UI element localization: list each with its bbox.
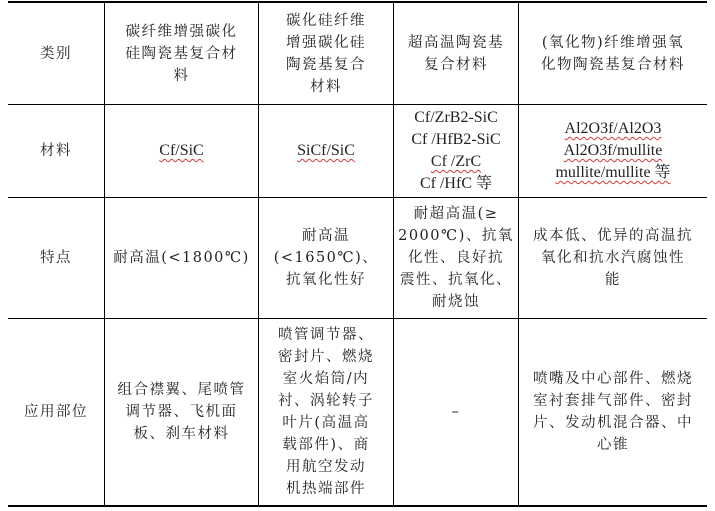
material-formula: SiCf/SiC [297, 142, 355, 159]
material-formula: Al2O3f/mullite [563, 142, 663, 159]
application-text: 机热端部件 [286, 481, 366, 497]
material-sicf-sic [259, 105, 393, 197]
application-text: 喷管调节器、 [278, 327, 374, 343]
material-formula: Cf/SiC [159, 142, 204, 159]
feature-cf-sic [105, 198, 258, 318]
row-label-features [8, 198, 104, 318]
material-formula: Al2O3f/Al2O3 [564, 120, 662, 137]
material-oxide [519, 105, 707, 197]
header-text: 硅陶瓷基复合材 [125, 45, 238, 62]
row-label-application [8, 319, 104, 505]
header-category-text: 类别 [40, 45, 72, 62]
material-cf-sic [105, 105, 258, 197]
application-cf-sic [105, 319, 258, 505]
header-text: (氧化物)纤维增强氧 [541, 34, 685, 51]
feature-text: 能 [605, 272, 621, 288]
material-formula: Cf /ZrC [430, 153, 482, 170]
header-cf-sic [105, 3, 258, 104]
application-text: 组合襟翼、尾喷管 [117, 382, 246, 398]
feature-text: 震性、抗氧化、 [400, 272, 512, 288]
application-text: – [451, 404, 461, 420]
application-text: 喷嘴及中心部件、燃烧 [533, 371, 693, 387]
header-sicf-sic [259, 3, 393, 104]
feature-sicf-sic [259, 198, 393, 318]
feature-text: 耐超高温(≥ [413, 206, 499, 222]
application-text: 室火焰筒/内 [282, 371, 370, 387]
header-text: 材料 [310, 78, 342, 95]
header-text: 超高温陶瓷基 [408, 34, 504, 51]
header-text: 增强碳化硅 [286, 34, 366, 51]
material-formula: Cf /HfC 等 [419, 175, 492, 192]
application-text: 心锥 [597, 437, 629, 453]
material-uhtc [394, 105, 518, 197]
header-text: 碳纤维增强碳化 [125, 23, 238, 40]
application-sicf-sic [259, 319, 393, 505]
row-label-text: 特点 [40, 250, 72, 266]
application-text: 板、刹车材料 [133, 426, 230, 442]
header-text: 复合材料 [424, 56, 488, 73]
header-text: 碳化硅纤维 [286, 12, 366, 29]
application-uhtc [394, 319, 518, 505]
application-text: 密封片、燃烧 [278, 349, 374, 365]
material-formula: Cf/ZrB2-SiC [414, 109, 498, 126]
header-text: 化物陶瓷基复合材料 [541, 56, 685, 73]
application-text: 载部件)、商 [282, 437, 370, 453]
application-text: 衬、涡轮转子 [278, 393, 374, 409]
feature-text: 耐烧蚀 [432, 294, 480, 310]
application-text: 用航空发动 [286, 459, 366, 475]
feature-text: 成本低、优异的高温抗 [533, 228, 693, 244]
header-uhtc [394, 3, 518, 104]
feature-text: 耐高温(<1800℃) [113, 250, 250, 266]
application-text: 室衬套排气部件、密封 [533, 393, 693, 409]
row-label-material [8, 105, 104, 197]
material-formula: mullite/mullite 等 [555, 164, 671, 181]
feature-uhtc [394, 198, 518, 318]
feature-text: (<1650℃)、 [273, 250, 379, 266]
feature-text: 抗氧化性好 [286, 272, 366, 288]
feature-text: 氧化和抗水汽腐蚀性 [541, 250, 685, 266]
header-oxide [519, 3, 707, 104]
application-oxide [519, 319, 707, 505]
header-category [8, 3, 104, 104]
row-label-text: 材料 [40, 143, 72, 159]
feature-text: 化性、良好抗 [408, 250, 504, 266]
header-text: 料 [173, 67, 190, 84]
feature-text: 耐高温 [302, 228, 350, 244]
application-text: 片、发动机混合器、中 [533, 415, 693, 431]
material-formula: Cf /HfB2-SiC [411, 131, 501, 148]
application-text: 调节器、飞机面 [125, 404, 238, 420]
row-label-text: 应用部位 [24, 404, 88, 420]
feature-text: 2000℃)、抗氧 [398, 228, 514, 244]
bottom-rule [8, 505, 707, 507]
application-text: 叶片(高温高 [282, 415, 370, 431]
feature-oxide [519, 198, 707, 318]
header-text: 陶瓷基复合 [286, 56, 366, 73]
